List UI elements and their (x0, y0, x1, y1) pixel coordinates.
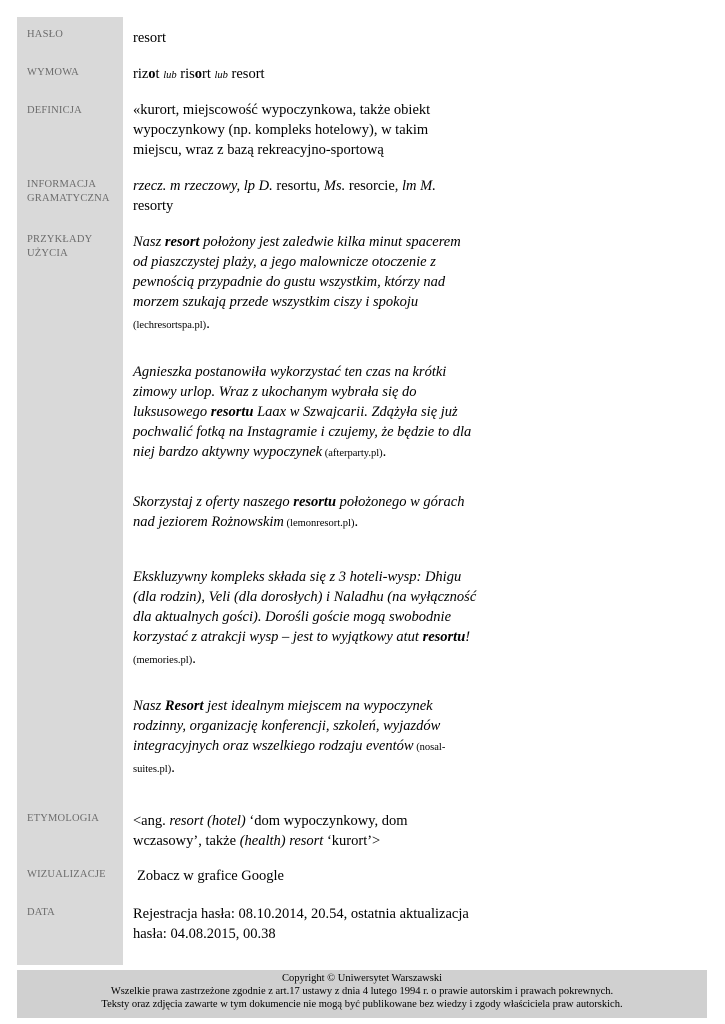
usage-example: Nasz resort położony jest zaledwie kilka minut spacerem od piaszczystej plaży, a jego malownicze otoczenie z pewnością przypadnie do gustu wszystkim, którzy nad morzem szukają przede wszystkim ciszy i spokoju (lechresortspa.pl). (133, 234, 461, 332)
label-wymowa: WYMOWA (27, 67, 79, 78)
label-przyklady-uzycia: PRZYKŁADY UŻYCIA (27, 234, 93, 259)
footer-copyright: Copyright © Uniwersytet Warszawski (281, 973, 443, 984)
entry-dates: Rejestracja hasła: 08.10.2014, 20.54, ostatnia aktualizacja hasła: 04.08.2015, 00.38 (133, 906, 469, 942)
etymology: <ang. resort (hotel) ‘dom wypoczynkowy, dom wczasowy’, także (health) resort ‘kurort’> (133, 813, 408, 849)
usage-example: Agnieszka postanowiła wykorzystać ten czas na krótki zimowy urlop. Wraz z ukochanym wybrała się do luksusowego resortu Laax w Szwajcarii. Zdążyła się już pochwalić fotką na Instagramie i czujemy, że będzie to dla niej bardzo aktywny wypoczynek (afterparty.pl). (133, 364, 472, 460)
definition: «kurort, miejscowość wypoczynkowa, także obiekt wypoczynkowy (np. kompleks hotelowy), w takim miejscu, wraz z bazą rekreacyjno-sportową (133, 102, 431, 158)
footer-notice: Teksty oraz zdjęcia zawarte w tym dokumencie nie mogą być publikowane bez wiedzy i zgody właściciela praw autorskich. (101, 999, 623, 1010)
copyright-footer (17, 970, 707, 1018)
label-haslo: HASŁO (27, 29, 64, 40)
label-definicja: DEFINICJA (27, 105, 82, 116)
headword: resort (133, 30, 167, 46)
usage-example: Skorzystaj z oferty naszego resortu położonego w górach nad jeziorem Rożnowskim (lemonresort.pl). (133, 494, 465, 530)
footer-rights: Wszelkie prawa zastrzeżone zgodnie z art.17 ustawy z dnia 4 lutego 1994 r. o prawie autorskim i prawach pokrewnych. (110, 986, 614, 997)
label-etymologia: ETYMOLOGIA (27, 813, 99, 824)
usage-example: Ekskluzywny kompleks składa się z 3 hoteli-wysp: Dhigu (dla rodzin), Veli (dla dorosłych) i Naladhu (na wyłączność dla aktualnych gości). Dorośli goście mogą swobodnie korzystać z atrakcji wysp – jest to wyjątkowy atut resortu! (memories.pl). (133, 569, 477, 667)
grammar-info: rzecz. m rzeczowy, lp D. resortu, Ms. resorcie, lm M. resorty (133, 178, 436, 214)
label-data: DATA (27, 907, 55, 918)
label-wizualizacje: WIZUALIZACJE (27, 869, 106, 880)
google-images-link[interactable]: Zobacz w grafice Google (137, 868, 284, 884)
pronunciation: rizot lub risort lub resort (133, 66, 265, 82)
usage-example: Nasz Resort jest idealnym miejscem na wypoczynek rodzinny, organizację konferencji, szkoleń, wyjazdów integracyjnych oraz wszelkiego rodzaju eventów (nosal-suites.pl). (133, 698, 446, 776)
label-informacja-gramatyczna: INFORMACJA GRAMATYCZNA (27, 179, 110, 204)
